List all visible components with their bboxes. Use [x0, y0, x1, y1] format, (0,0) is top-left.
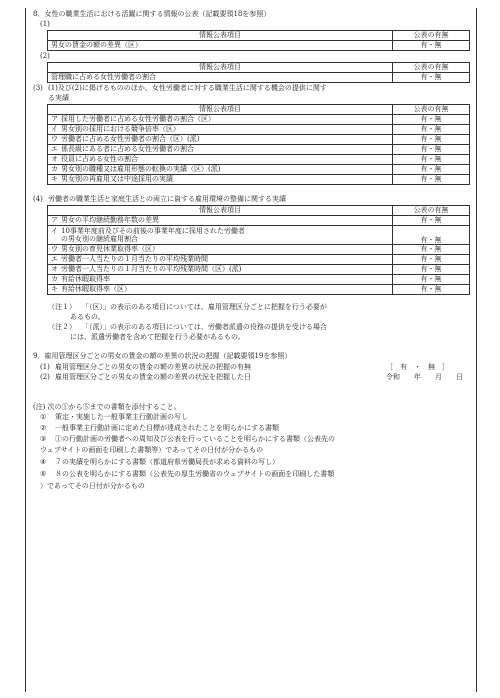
note-1-label: （注１） — [48, 303, 76, 311]
row-text: 男女の平均継続勤務年数の差異 — [61, 216, 159, 225]
attach-item-5-text: ８の公表を明らかにする書類（公表先の厚生労働省のウェブサイトの画面を印刷した書類 — [55, 470, 335, 478]
table-row — [48, 265, 470, 275]
part-3-label: (3) — [33, 84, 43, 92]
row-mark: エ — [51, 145, 58, 154]
row-text: 管理職に占める女性労働者の割合 — [48, 73, 393, 83]
attach-item-2-mark: ② — [40, 424, 47, 432]
row-value: 有・無 — [393, 165, 470, 175]
part-4-text: 労働者の職業生活と家庭生活との両立に資する雇用環境の整備に関する実績 — [48, 195, 286, 203]
table-header — [48, 63, 470, 73]
attach-item-3-mark: ③ — [40, 435, 47, 443]
row-value: 有・無 — [393, 275, 470, 285]
header-item: 情報公表項目 — [48, 63, 393, 73]
row-value: 有・無 — [393, 145, 470, 155]
row-mark: カ — [51, 275, 58, 284]
row-text: 男女別の採用における競争倍率（区） — [61, 125, 180, 134]
row-value: 有・無 — [393, 41, 470, 51]
row-text: 有給休暇取得率 — [61, 275, 110, 284]
row-text: 係長級にある者に占める女性労働者の割合 — [61, 145, 194, 154]
note-1-text-cont: あるもの。 — [70, 313, 105, 321]
row-mark: ウ — [51, 135, 58, 144]
header-item: 情報公表項目 — [48, 206, 393, 216]
note-1-text: 「（区）」の表示のある項目については、雇用管理区分ごとに把握を行う必要が — [82, 303, 327, 311]
table-row — [48, 175, 470, 185]
row-text: 労働者一人当たりの１月当たりの平均残業時間 — [61, 255, 208, 264]
table-part-3 — [47, 104, 470, 185]
part-1-label: (1) — [40, 20, 50, 28]
s9-line-2-date: 令和 年 月 日 — [386, 373, 463, 381]
row-value: 有・無 — [393, 135, 470, 145]
part-4-label: (4) — [33, 195, 43, 203]
table-header — [48, 206, 470, 216]
row-mark: オ — [51, 155, 58, 164]
row-text: 10事業年度前及びその前後の事業年度に採用された労働者 — [61, 226, 245, 235]
row-mark: キ — [51, 285, 58, 294]
table-row — [48, 285, 470, 295]
s9-line-1-text: 雇用管理区分ごとの男女の賃金の額の差異の状況の把握の有無 — [55, 363, 251, 371]
row-value: 有・無 — [393, 125, 470, 135]
row-text: 採用した労働者に占める女性労働者の割合（区） — [61, 115, 215, 124]
row-text: 男女別の育児休業取得率（区） — [61, 245, 159, 254]
row-value: 有・無 — [393, 216, 470, 226]
attach-item-1-mark: ① — [40, 413, 47, 421]
row-text: 男女別の再雇用又は中途採用の実績 — [61, 175, 173, 184]
attach-item-3-text: ①の行動計画の労働者への周知及び公表を行っていることを明らかにする書類（公表先の — [55, 435, 335, 443]
table-row — [48, 125, 470, 135]
table-row — [48, 155, 470, 165]
row-mark: キ — [51, 175, 58, 184]
row-text: 労働者一人当たりの１月当たりの平均残業時間（区）(派) — [61, 265, 242, 274]
table-row — [48, 115, 470, 125]
table-row — [48, 73, 470, 83]
header-value: 公表の有無 — [393, 105, 470, 115]
section-9-title: 9．雇用管理区分ごとの男女の賃金の額の差異の状況の把握（記載要領19を参照） — [33, 352, 292, 360]
table-row — [48, 245, 470, 255]
table-row — [48, 41, 470, 51]
attach-item-1-text: 策定・実施した一般事業主行動計画の写し — [55, 413, 188, 421]
table-header — [48, 105, 470, 115]
row-mark: エ — [51, 255, 58, 264]
note-2-text-cont: には、派遣労働者を含めて把握を行う必要があるもの。 — [70, 333, 245, 341]
row-value: 有・無 — [393, 175, 470, 185]
row-mark: イ — [51, 226, 58, 235]
row-mark: イ — [51, 125, 58, 134]
row-text: 有給休暇取得率（区） — [61, 285, 131, 294]
header-value: 公表の有無 — [393, 31, 470, 41]
s9-line-1-value: ［ 有 ・ 無 ］ — [386, 363, 449, 371]
attach-item-4-mark: ④ — [40, 458, 47, 466]
header-value: 公表の有無 — [393, 206, 470, 216]
table-row — [48, 135, 470, 145]
row-mark: オ — [51, 265, 58, 274]
table-row — [48, 275, 470, 285]
header-value: 公表の有無 — [393, 63, 470, 73]
row-value: 有・無 — [393, 245, 470, 255]
row-mark: カ — [51, 165, 58, 174]
table-part-2 — [47, 62, 470, 83]
row-mark: ア — [51, 216, 58, 225]
row-mark: ア — [51, 115, 58, 124]
attach-item-4-text: ７の実績を明らかにする書類（都道府県労働局長が求める資料の写し） — [55, 458, 279, 466]
part-2-label: (2) — [40, 52, 50, 60]
note-2-text: 「（派）」の表示のある項目については、労働者派遣の役務の提供を受ける場合 — [82, 323, 327, 331]
row-text: 男女の賃金の額の差異（区） — [48, 41, 393, 51]
table-row — [48, 226, 470, 245]
row-mark: ウ — [51, 245, 58, 254]
row-text: 役員に占める女性の割合 — [61, 155, 138, 164]
s9-line-1-label: (1) — [40, 363, 50, 371]
part-3-text: (1)及び(2)に掲げるもののほか、女性労働者に対する職業生活に関する機会の提供に関す — [48, 84, 327, 92]
table-row — [48, 255, 470, 265]
table-row — [48, 216, 470, 226]
table-row — [48, 165, 470, 175]
header-item: 情報公表項目 — [48, 31, 393, 41]
row-text-cont: の男女別の継続雇用割合 — [61, 235, 138, 243]
section-8-title: 8．女性の職業生活における活躍に関する情報の公表（記載要領18を参照） — [33, 10, 271, 18]
row-text: 男女別の職種又は雇用形態の転換の実績（区）(派) — [61, 165, 221, 174]
header-item: 情報公表項目 — [48, 105, 393, 115]
s9-line-2-label: (2) — [40, 373, 50, 381]
table-header — [48, 31, 470, 41]
row-value: 有・無 — [393, 285, 470, 295]
attach-item-3-text-cont: ウェブサイトの画面を印刷した書類等）であってその日付が分かるもの — [40, 446, 264, 454]
note-2-label: （注２） — [48, 323, 76, 331]
table-row — [48, 145, 470, 155]
row-value: 有・無 — [393, 255, 470, 265]
part-3-text-cont: る実績 — [48, 94, 69, 102]
row-value: 有・無 — [393, 226, 470, 245]
row-value: 有・無 — [393, 73, 470, 83]
attach-intro: (注) 次の①から⑤までの書類を添付すること。 — [33, 403, 181, 411]
table-part-1 — [47, 30, 470, 51]
row-value: 有・無 — [393, 155, 470, 165]
row-value: 有・無 — [393, 265, 470, 275]
attach-item-5-text-cont: ）であってその日付が分かるもの — [40, 482, 145, 490]
row-value: 有・無 — [393, 115, 470, 125]
row-text: 労働者に占める女性労働者の割合（区）(派) — [61, 135, 200, 144]
attach-item-5-mark: ⑤ — [40, 470, 47, 478]
attach-item-2-text: 一般事業主行動計画に定めた目標が達成されたことを明らかにする書類 — [55, 424, 279, 432]
table-part-4 — [47, 205, 470, 295]
s9-line-2-text: 雇用管理区分ごとの男女の賃金の額の差異の状況を把握した日 — [55, 373, 251, 381]
